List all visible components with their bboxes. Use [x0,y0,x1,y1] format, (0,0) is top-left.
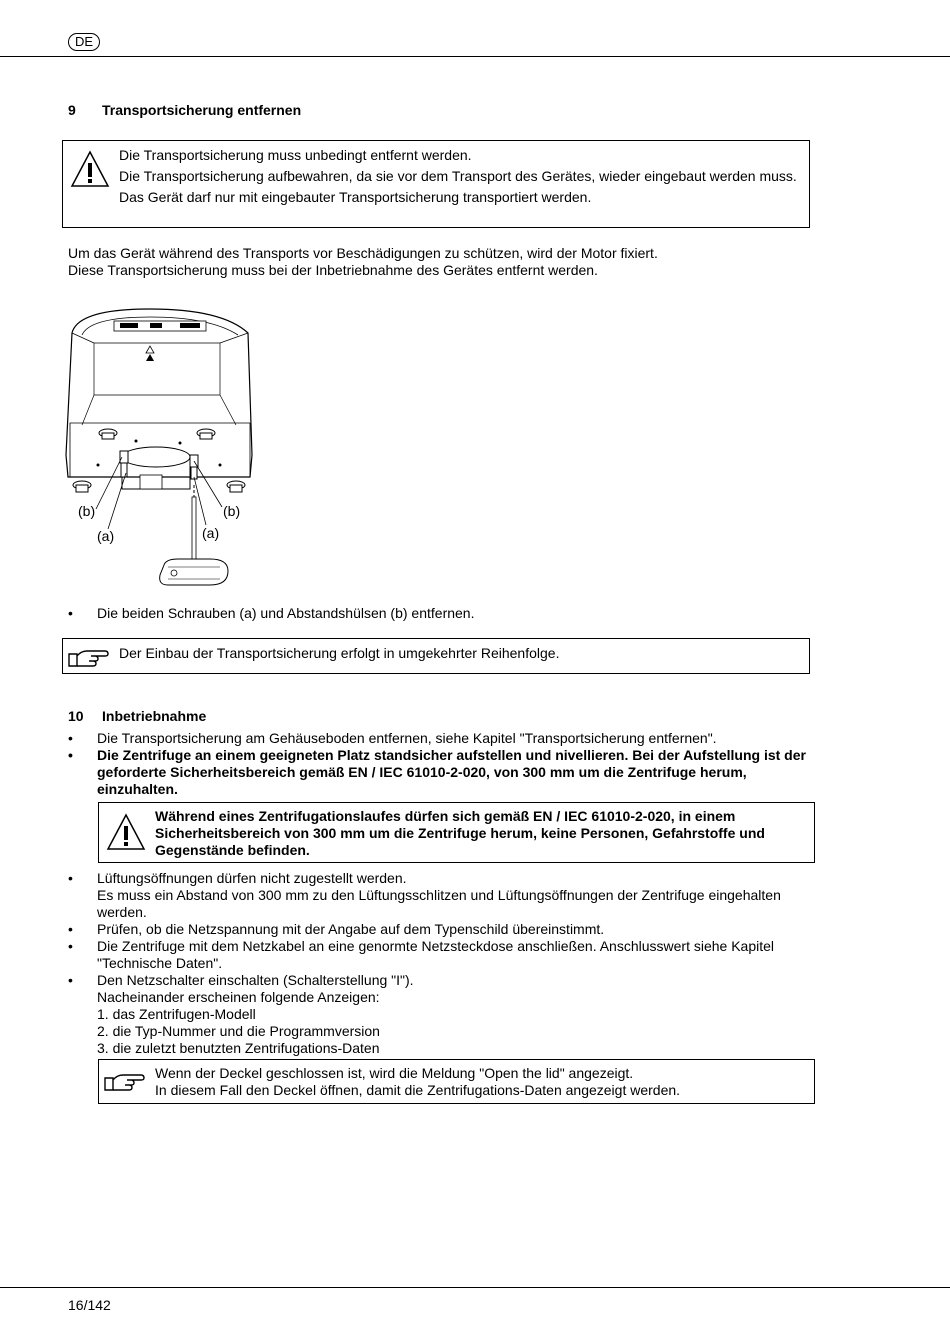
list-item [68,972,813,1057]
warning-line: Die Transportsicherung muss unbedingt entfernt werden. [119,147,472,163]
centrifuge-underside-figure [60,305,260,595]
list-line: • Lüftungsöffnungen dürfen nicht zugestellt werden. [97,870,407,886]
list-item: • Die Zentrifuge an einem geeigneten Platz standsicher aufstellen und nivellieren. Bei der Aufstellung ist der geforderte Sicherheitsbereich gemäß EN / IEC 61010-2-020, von 300 mm um die Zentrifuge herum, einzuhalten. [68,747,813,798]
list-item [68,870,813,921]
section-number: 9 [68,102,76,118]
section-10-steps-2 [68,870,813,1057]
warning-text: Während eines Zentrifugationslaufes dürfen sich gemäß EN / IEC 61010-2-020, in einem Sicherheitsbereich von 300 mm um die Zentrifuge herum, keine Personen, Gefahrstoffe und Gegenstände befinden. [155,808,765,858]
warning-triangle-icon [106,813,146,851]
section-9-heading [68,102,301,118]
list-item: • Die Transportsicherung am Gehäuseboden entfernen, siehe Kapitel "Transportsicherung entfernen". [68,730,813,747]
section-10-steps-1 [68,730,813,798]
note-box-reinstall [62,638,810,674]
footer-rule [0,1287,950,1288]
section-title: Inbetriebnahme [102,708,207,724]
label-b-left: (b) [78,503,96,519]
warning-box-transport [62,140,810,228]
warning-line: Das Gerät darf nur mit eingebauter Transportsicherung transportiert werden. [119,189,592,205]
list-item: • Prüfen, ob die Netzspannung mit der Angabe auf dem Typenschild übereinstimmt. [68,921,813,938]
section-title: Transportsicherung entfernen [102,102,302,118]
list-line: 1. das Zentrifugen-Modell [97,1006,256,1022]
pointing-hand-icon [103,1072,145,1092]
language-badge: DE [68,33,100,51]
header-rule [0,56,950,57]
page-number: 16/142 [68,1297,111,1313]
note-line: In diesem Fall den Deckel öffnen, damit die Zentrifugations-Daten angezeigt werden. [155,1082,681,1098]
note-text: Der Einbau der Transportsicherung erfolgt in umgekehrter Reihenfolge. [119,645,560,661]
list-line: Es muss ein Abstand von 300 mm zu den Lüftungsschlitzen und Lüftungsöffnungen der Zentrifuge eingehalten werden. [97,887,781,920]
list-line: 2. die Typ-Nummer und die Programmversion [97,1023,380,1039]
section-9-intro [68,245,868,279]
note-box-open-lid [98,1059,815,1104]
list-item: • Die beiden Schrauben (a) und Abstandshülsen (b) entfernen. [68,605,828,622]
warning-box-safety-area [98,802,815,863]
warning-triangle-icon [70,150,110,188]
section-10-heading [68,708,206,724]
note-line: Wenn der Deckel geschlossen ist, wird die Meldung "Open the lid" angezeigt. [155,1065,634,1081]
list-line: Nacheinander erscheinen folgende Anzeigen: [97,989,380,1005]
label-b-right: (b) [223,503,241,519]
intro-line: Um das Gerät während des Transports vor Beschädigungen zu schützen, wird der Motor fixiert. [68,245,658,261]
label-a-right: (a) [202,525,220,541]
list-line: • Den Netzschalter einschalten (Schalterstellung "I"). [97,972,414,988]
pointing-hand-icon [67,648,109,668]
label-a-left: (a) [97,528,115,544]
section-number: 10 [68,708,84,724]
warning-line: Die Transportsicherung aufbewahren, da sie vor dem Transport des Gerätes, wieder eingebaut werden muss. [119,168,797,184]
section-9-steps [68,605,828,622]
list-line: 3. die zuletzt benutzten Zentrifugations-Daten [97,1040,380,1056]
intro-line: Diese Transportsicherung muss bei der Inbetriebnahme des Gerätes entfernt werden. [68,262,598,278]
list-item: • Die Zentrifuge mit dem Netzkabel an eine genormte Netzsteckdose anschließen. Anschlusswert siehe Kapitel "Technische Daten". [68,938,813,972]
